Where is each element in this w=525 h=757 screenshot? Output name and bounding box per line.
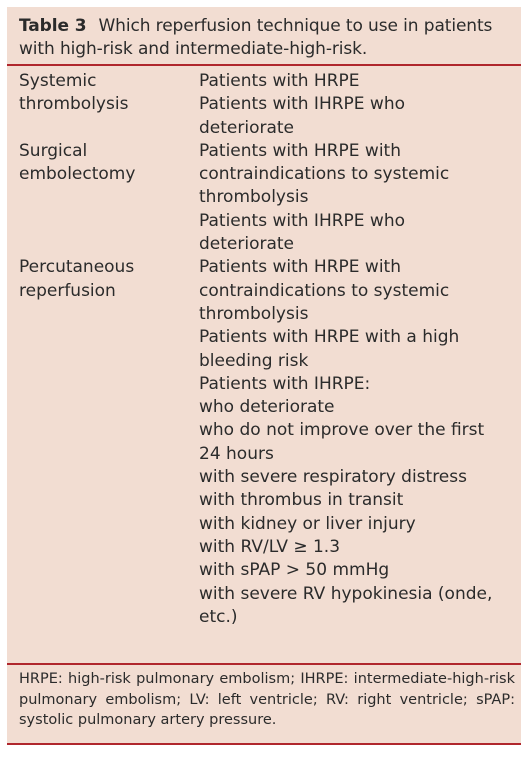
technique-line: Surgical bbox=[19, 140, 88, 161]
indication-item bbox=[199, 140, 515, 210]
indications-cell bbox=[199, 70, 515, 140]
indication-item bbox=[199, 256, 515, 326]
indication-line: with kidney or liver injury bbox=[199, 513, 416, 534]
indication-item bbox=[199, 559, 515, 582]
indication-line: who do not improve over the first bbox=[199, 420, 485, 441]
indications-cell bbox=[199, 140, 515, 256]
indication-line: who deteriorate bbox=[199, 397, 335, 418]
indication-item bbox=[199, 210, 515, 257]
indication-line: with RV/LV ≥ 1.3 bbox=[199, 536, 341, 557]
technique-cell bbox=[19, 140, 199, 256]
indication-item bbox=[199, 70, 515, 93]
indication-line: 24 hours bbox=[199, 443, 274, 464]
technique-line: embolectomy bbox=[19, 164, 136, 185]
indication-item bbox=[199, 583, 515, 630]
technique-cell bbox=[19, 256, 199, 629]
indication-item bbox=[199, 93, 515, 140]
table-row bbox=[19, 256, 515, 629]
indication-line: with severe respiratory distress bbox=[199, 467, 467, 488]
table-3 bbox=[7, 7, 521, 745]
footnote-rule bbox=[7, 663, 521, 665]
indication-line: deteriorate bbox=[199, 234, 295, 255]
indication-item bbox=[199, 466, 515, 489]
indication-line: Patients with IHRPE who bbox=[199, 210, 406, 231]
technique-cell bbox=[19, 70, 199, 140]
indication-line: Patients with HRPE with bbox=[199, 257, 401, 278]
indication-line: with sPAP > 50 mmHg bbox=[199, 560, 390, 581]
indication-line: with thrombus in transit bbox=[199, 490, 404, 511]
indication-item bbox=[199, 489, 515, 512]
table-row bbox=[19, 70, 515, 140]
indication-item bbox=[199, 536, 515, 559]
indication-item bbox=[199, 373, 515, 396]
indication-item bbox=[199, 326, 515, 373]
indication-line: with severe RV hypokinesia (onde, bbox=[199, 583, 493, 604]
indication-item bbox=[199, 513, 515, 536]
indication-line: Patients with HRPE with a high bbox=[199, 327, 460, 348]
indication-line: Patients with HRPE with bbox=[199, 140, 401, 161]
indications-cell bbox=[199, 256, 515, 629]
bottom-rule bbox=[7, 743, 521, 745]
table-body bbox=[19, 70, 515, 629]
indication-line: Patients with HRPE bbox=[199, 71, 360, 91]
technique-line: reperfusion bbox=[19, 280, 116, 301]
indication-line: Patients with IHRPE who bbox=[199, 94, 406, 115]
header-rule bbox=[7, 64, 521, 66]
table-title: Which reperfusion technique to use in patients with high-risk and intermediate-high-risk. bbox=[19, 16, 493, 59]
table-row bbox=[19, 140, 515, 256]
indication-line: contraindications to systemic bbox=[199, 280, 450, 301]
table-caption bbox=[19, 15, 515, 61]
technique-line: thrombolysis bbox=[19, 94, 129, 115]
table-footnote: HRPE: high-risk pulmonary embolism; IHRPE: intermediate-high-risk pulmonary embolism; LV: left ventricle; RV: right ventricle; sPAP: systolic pulmonary artery pressure. bbox=[19, 671, 515, 728]
table-label: Table 3 bbox=[19, 16, 87, 36]
indication-item bbox=[199, 396, 515, 419]
indication-line: etc.) bbox=[199, 606, 238, 627]
indication-line: thrombolysis bbox=[199, 187, 309, 208]
indication-line: Patients with IHRPE: bbox=[199, 373, 371, 394]
indication-line: contraindications to systemic bbox=[199, 164, 450, 185]
indication-line: bleeding risk bbox=[199, 350, 309, 371]
indication-item bbox=[199, 419, 515, 466]
indication-line: thrombolysis bbox=[199, 303, 309, 324]
technique-line: Percutaneous bbox=[19, 257, 135, 278]
indication-line: deteriorate bbox=[199, 117, 295, 138]
technique-line: Systemic bbox=[19, 71, 97, 91]
